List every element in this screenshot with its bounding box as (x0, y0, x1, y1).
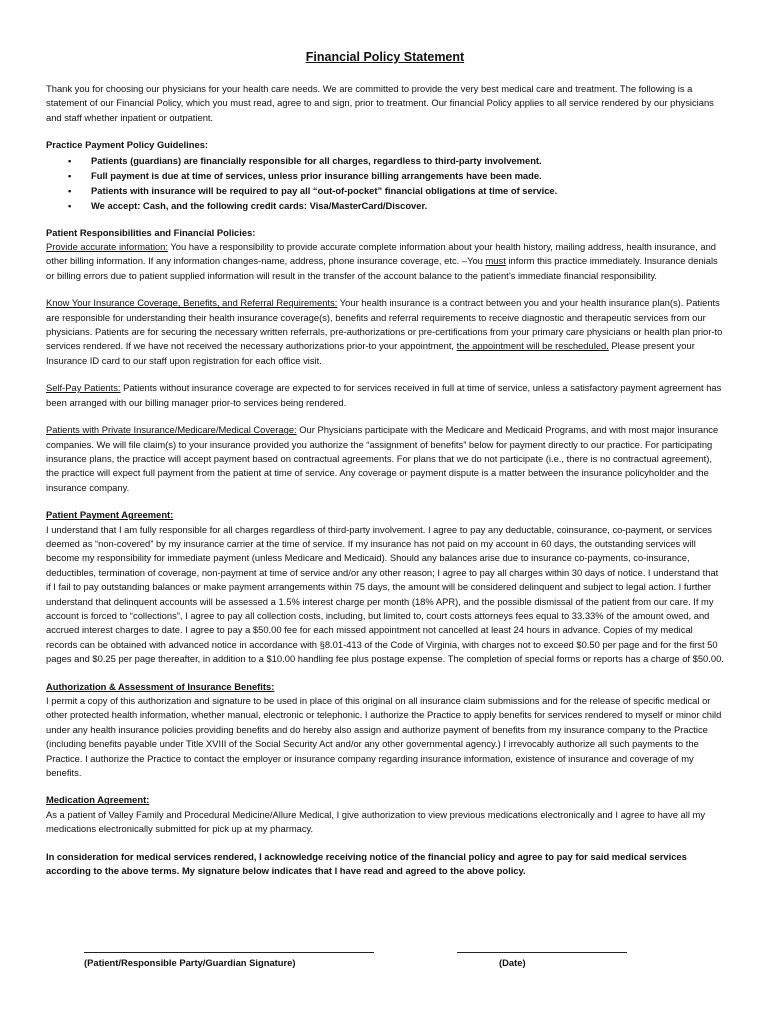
accurate-info-label: Provide accurate information: (46, 241, 168, 253)
coverage-paragraph (46, 296, 724, 368)
guideline-text: We accept: Cash, and the following credit cards: Visa/MasterCard/Discover. (91, 199, 428, 211)
guideline-item (46, 153, 724, 168)
date-line[interactable] (457, 952, 627, 953)
must-emphasis: must (485, 255, 506, 267)
accurate-info-paragraph (46, 240, 724, 283)
consideration-statement: In consideration for medical services rendered, I acknowledge receiving notice of the financial policy and agree to pay for said medical services according to the above terms. My signature below indicates that I have read and agreed to the above policy. (46, 850, 687, 877)
payment-agreement-text: I understand that I am fully responsible for all charges regardless of third-party involvement. I agree to pay any deductable, coinsurance, co-payment, or services deemed as “non-covered” by my insurance carrier at the time of service. If my insurance has not paid on my account in 60 days, the outstanding services will become my responsibility for immediate payment (unless Medicare and Medicaid). Should any balances arise due to insurance co-payments, co-insurance, deductibles, termination of coverage, non-payment at time of service and/or any other reason; I agree to pay all charges within 30 days of notice. I understand that if I fail to pay outstanding balances or make payment arrangements within 75 days, the amount will be considered delinquent and subject to legal action. I further understand that delinquent accounts will be assessed a 1.5% interest charge per month (18% APR), and the possible dismissal of the patient from our care. If my account is forced to “collections”, I agree to pay all collection costs, including, but limited to, court costs attorneys fees equal to 33.33% of the amount owed, and accrued interest charges to date. I agree to pay a $50.00 fee for each missed appointment not cancelled at least 24 hours in advance. Copies of my medical records can be obtained with advanced notice in accordance with §8.01-413 of the Code of Virginia, with charges not to exceed $0.50 per page and for the first 50 pages and $0.25 per page thereafter, in addition to a $10.00 handling fee plus postage expense. The completion of special forms or reports has a charge of $50.00. (46, 523, 724, 665)
guideline-item (46, 183, 724, 198)
guideline-text: Full payment is due at time of services, unless prior insurance billing arrangements have been made. (91, 169, 542, 181)
private-insurance-text: Our Physicians participate with the Medicare and Medicaid Programs, and with most major insurance companies. We will file claim(s) to your insurance provided you authorize the “assignment of benefits” below for payment directly to our practice. For participating insurance plans, the practice will accept payment based on contractual agreements. For plans that we do not participate (i.e., there is no contractual agreement), the practice will expect full payment from the patient at time of service. Any coverage or payment dispute is a matter between the insurance policyholder and the insurance company. (46, 424, 719, 493)
guideline-text: Patients (guardians) are financially responsible for all charges, regardless to third-party involvement. (91, 154, 542, 166)
bullet-icon: • (68, 154, 72, 166)
page-title: Financial Policy Statement (305, 50, 465, 64)
self-pay-label: Self-Pay Patients: (46, 382, 121, 394)
rescheduled-emphasis: the appointment will be rescheduled. (456, 340, 609, 352)
guideline-text: Patients with insurance will be required to pay all “out-of-pocket” financial obligations at time of service. (91, 184, 558, 196)
medication-text: As a patient of Valley Family and Procedural Medicine/Allure Medical, I give authorization to view previous medications electronically and I agree to have all my medications electronically submitted for pick up at my pharmacy. (46, 808, 706, 835)
coverage-text: Your health insurance is a contract between you and your health insurance plan(s). Patients are responsible for understanding their health insurance coverage(s), benefits and referral requirements to receive diagnostic and therapeutic services from our physicians. Patients are for securing the necessary written referrals, pre-authorizations or pre-certifications from your primary care physicians or health plan prior-to services rendered. If we have not received the necessary authorizations prior-to your appointment, (46, 297, 723, 352)
self-pay-text: Patients without insurance coverage are expected to for services received in full at time of service, unless a satisfactory payment agreement has been arranged with our billing manager prior-to services being rendered. (46, 382, 722, 408)
coverage-label: Know Your Insurance Coverage, Benefits, and Referral Requirements: (46, 297, 338, 309)
guideline-item (46, 198, 724, 213)
guidelines-heading: Practice Payment Policy Guidelines: (46, 139, 209, 151)
self-pay-paragraph (46, 381, 724, 410)
private-insurance-paragraph (46, 423, 724, 495)
responsibilities-heading: Patient Responsibilities and Financial Policies: (46, 226, 256, 238)
coverage-text-end: Please present your Insurance ID card to our staff upon registration for each office visit. (46, 340, 695, 366)
payment-agreement-heading: Patient Payment Agreement: (46, 509, 174, 521)
accurate-info-text: You have a responsibility to provide accurate complete information about your health history, mailing address, health insurance, and other billing information. If any information changes-name, address, phone insurance coverage, etc. –You (46, 241, 717, 267)
bullet-icon: • (68, 169, 72, 181)
guidelines-list (46, 153, 724, 213)
guideline-item (46, 168, 724, 183)
medication-heading: Medication Agreement: (46, 794, 150, 806)
accurate-info-text-end: inform this practice immediately. Insurance denials or billing errors due to patient supplied information will result in the transfer of the account balance to the patient’s immediate financial responsibility. (46, 255, 718, 281)
signature-line[interactable] (84, 952, 374, 953)
authorization-heading: Authorization & Assessment of Insurance Benefits: (46, 680, 275, 692)
bullet-icon: • (68, 199, 72, 211)
bullet-icon: • (68, 184, 72, 196)
private-insurance-label: Patients with Private Insurance/Medicare/Medical Coverage: (46, 424, 297, 436)
signature-label: (Patient/Responsible Party/Guardian Signature) (84, 957, 296, 968)
date-label: (Date) (499, 957, 526, 968)
authorization-text: I permit a copy of this authorization and signature to be used in place of this original on all insurance claim submissions and for the release of specific medical or other protected health information, whether manual, electronic or telephonic. I authorize the Practice to apply benefits for services rendered to myself or minor child under any health insurance policies providing benefits and do hereby also assign and authorize payment of benefits from my insurance company to the Practice (including benefits payable under Title XVIII of the Social Security Act and/or any other governmental agency.) I irrevocably authorize all such payments to the Practice. I authorize the Practice to contact the employer or insurance company regarding insurance information, existence of insurance and coverage of my benefits. (46, 695, 722, 779)
intro-paragraph: Thank you for choosing our physicians for your health care needs. We are committed to provide the very best medical care and treatment. The following is a statement of our Financial Policy, which you must read, agree to and sign, prior to treatment. Our financial Policy applies to all service rendered by our physicians and staff whether inpatient or outpatient. (46, 83, 714, 123)
